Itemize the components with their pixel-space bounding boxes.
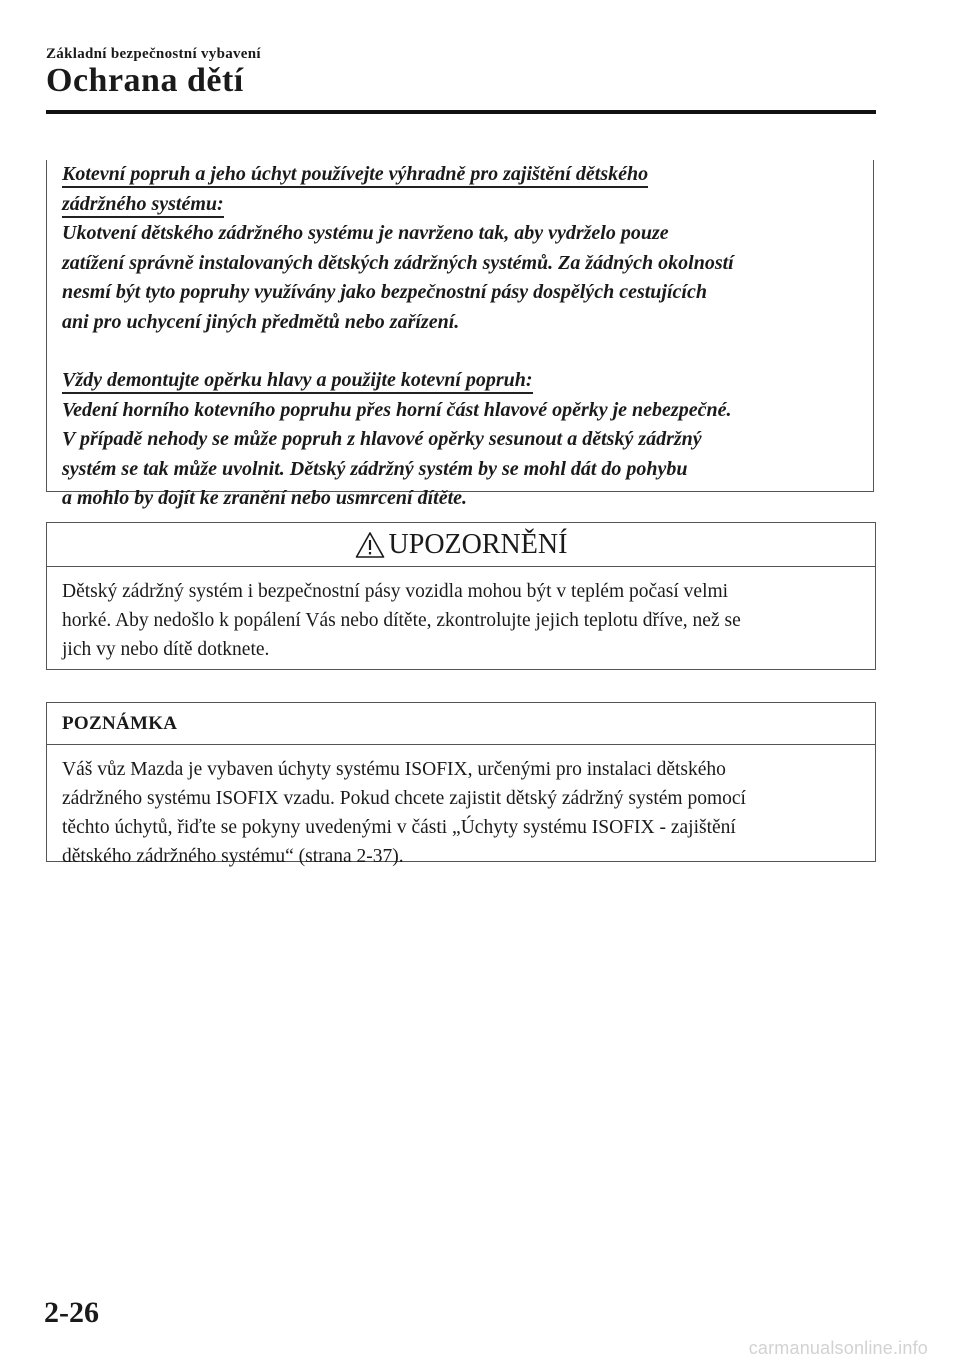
note-box <box>46 702 876 867</box>
warning-text-line: Ukotvení dětského zádržného systému je navrženo tak, aby vydrželo pouze <box>62 222 669 244</box>
warning-text-line: ani pro uchycení jiných předmětů nebo zařízení. <box>62 310 460 333</box>
caution-header <box>47 523 875 567</box>
warning-heading-2: Vždy demontujte opěrku hlavy a použijte kotevní popruh: <box>62 369 533 394</box>
warning-triangle-icon <box>355 531 385 559</box>
note-line: zádržného systému ISOFIX vzadu. Pokud chcete zajistit dětský zádržný systém pomocí <box>62 788 746 809</box>
warning-text-line: Vedení horního kotevního popruhu přes horní část hlavové opěrky je nebezpečné. <box>62 398 732 421</box>
note-body <box>47 745 875 871</box>
warning-heading-1-line-2: zádržného systému: <box>62 193 224 218</box>
warning-text-line: nesmí být tyto popruhy využívány jako bezpečnostní pásy dospělých cestujících <box>62 281 707 303</box>
warning-text-line: a mohlo by dojít ke zranění nebo usmrcení dítěte. <box>62 487 468 509</box>
caution-title: UPOZORNĚNÍ <box>388 528 568 560</box>
caution-line: jich vy nebo dítě dotknete. <box>62 639 270 660</box>
paragraph-gap <box>62 337 862 366</box>
caution-box <box>46 522 876 670</box>
warning-heading-1-line-1: Kotevní popruh a jeho úchyt používejte výhradně pro zajištění dětského <box>62 163 648 188</box>
warning-text-line: V případě nehody se může popruh z hlavové opěrky sesunout a dětský zádržný <box>62 428 702 450</box>
note-line: dětského zádržného systému“ (strana 2-37). <box>62 846 404 867</box>
warning-text-line: systém se tak může uvolnit. Dětský zádržný systém by se mohl dát do pohybu <box>62 457 688 480</box>
note-header <box>47 703 875 745</box>
warning-text-line: zatížení správně instalovaných dětských zádržných systémů. Za žádných okolností <box>62 251 734 274</box>
caution-line: horké. Aby nedošlo k popálení Vás nebo dítěte, zkontrolujte jejich teplotu dříve, než se <box>62 610 741 631</box>
caution-body <box>47 567 875 664</box>
note-line: Váš vůz Mazda je vybaven úchyty systému ISOFIX, určenými pro instalaci dětského <box>62 759 726 780</box>
page-number: 2-26 <box>44 1296 99 1329</box>
watermark: carmanualsonline.info <box>748 1338 928 1358</box>
caution-line: Dětský zádržný systém i bezpečnostní pásy vozidla mohou být v teplém počasí velmi <box>62 581 729 602</box>
note-title: POZNÁMKA <box>62 712 178 734</box>
warning-block <box>46 160 874 509</box>
title-rule <box>46 110 876 114</box>
warning-content <box>62 160 862 514</box>
section-label: Základní bezpečnostní vybavení <box>46 46 261 62</box>
note-line: těchto úchytů, řiďte se pokyny uvedenými v části „Úchyty systému ISOFIX - zajištění <box>62 817 736 838</box>
page-title: Ochrana dětí <box>46 62 244 99</box>
